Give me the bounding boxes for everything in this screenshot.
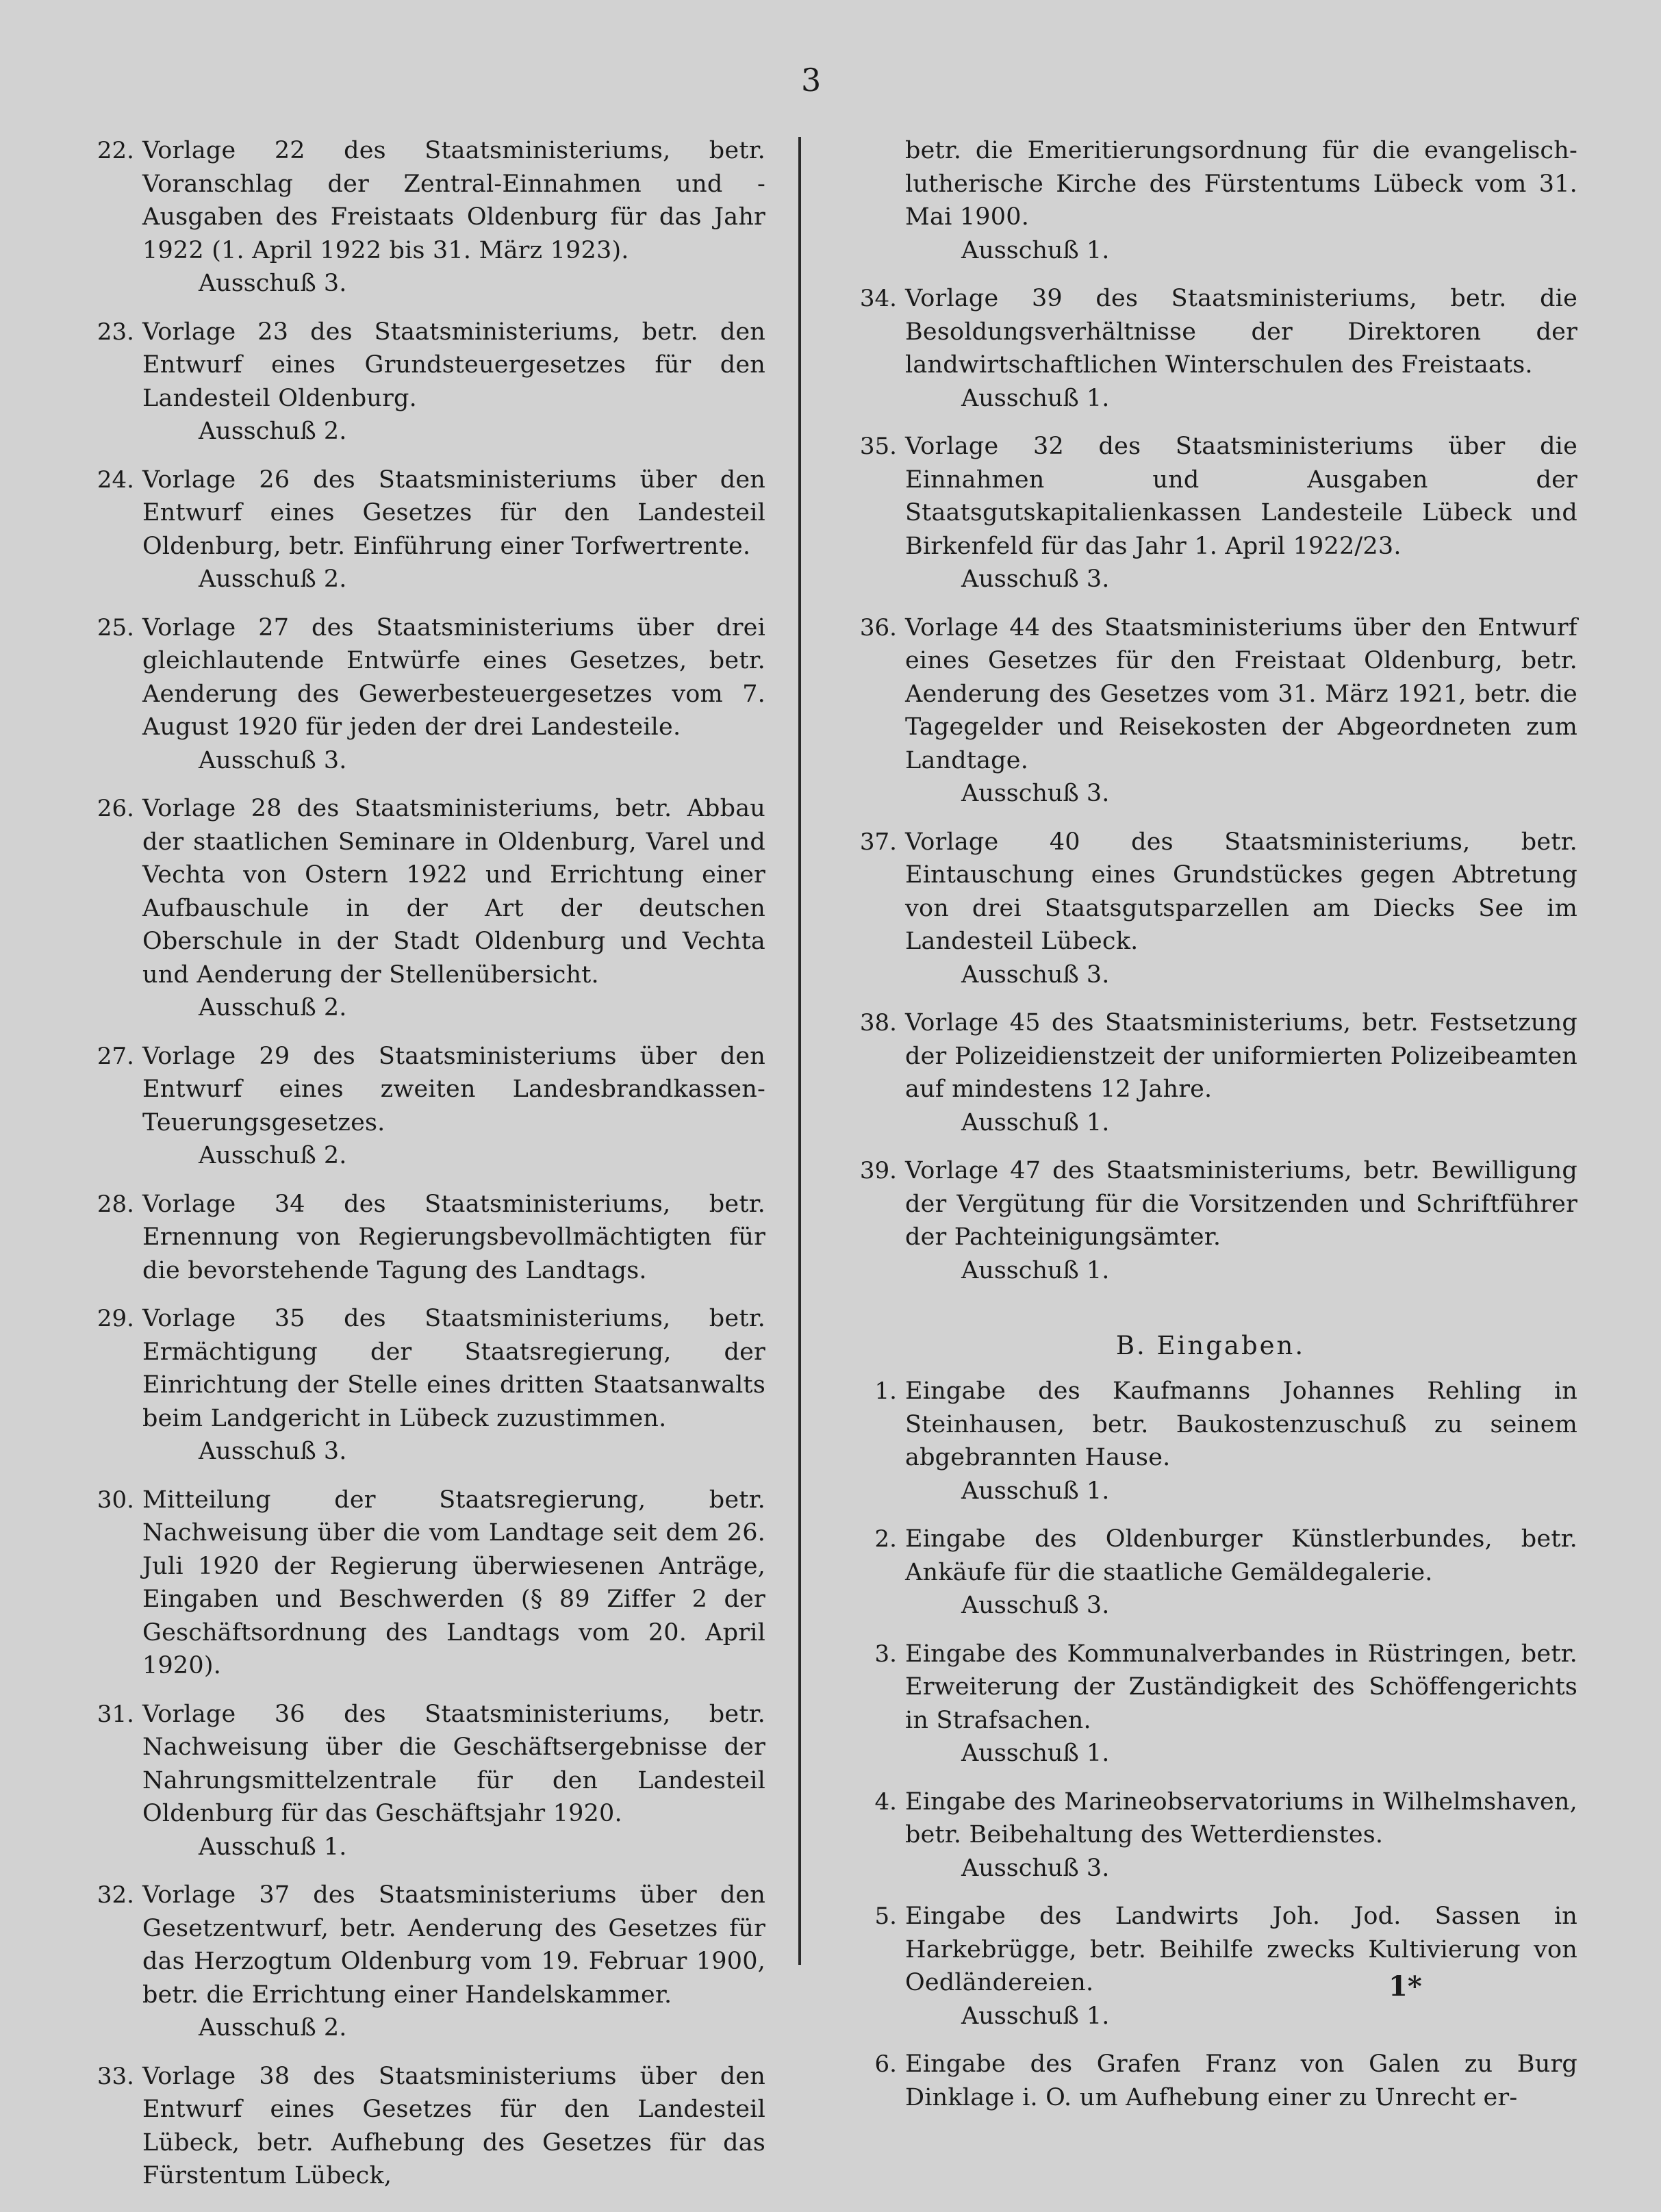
list-item (844, 2048, 1577, 2114)
list-item (81, 1040, 765, 1173)
list-item (844, 1900, 1577, 2033)
item-text: Eingabe des Kommunalverbandes in Rüstringen, betr. Erweiterung der Zuständigkeit des Schöffengerichts in Strafsachen. (905, 1640, 1577, 1734)
item-number: 39. (859, 1157, 897, 1184)
item-text: Vorlage 34 des Staatsministeriums, betr. Ernennung von Regierungsbevollmächtigten für die bevorstehende Tagung des Landtags. (142, 1190, 765, 1284)
item-committee: Ausschuß 3. (961, 1854, 1110, 1882)
item-number: 35. (859, 433, 897, 460)
item-text: Eingabe des Kaufmanns Johannes Rehling in Steinhausen, betr. Baukostenzuschuß zu seinem abgebrannten Hause. (905, 1377, 1577, 1471)
continuation-text-block (844, 134, 1577, 267)
item-text: Eingabe des Marineobservatoriums in Wilhelmshaven, betr. Beibehaltung des Wetterdienstes. (905, 1788, 1577, 1848)
list-item (844, 282, 1577, 415)
item-committee: Ausschuß 1. (961, 1477, 1110, 1505)
item-number: 25. (97, 613, 134, 641)
list-item (844, 1154, 1577, 1287)
item-committee: Ausschuß 2. (199, 2014, 347, 2042)
list-item (81, 1879, 765, 2045)
item-number: 36. (859, 613, 897, 641)
item-number: 4. (874, 1788, 897, 1816)
list-item (81, 316, 765, 448)
item-number: 24. (97, 466, 134, 494)
item-text: Vorlage 44 des Staatsministeriums über den Entwurf eines Gesetzes für den Freistaat Oldenburg, betr. Aenderung des Gesetzes vom 31. März 1921, betr. die Tagegelder und Reisekosten der Abgeordneten zum Landtage. (905, 613, 1577, 774)
item-number: 37. (859, 828, 897, 856)
list-item (81, 2060, 765, 2193)
item-text: Vorlage 22 des Staatsministeriums, betr. Voranschlag der Zentral-Einnahmen und -Ausgaben des Freistaats Oldenburg für das Jahr 1922 (1. April 1922 bis 31. März 1923). (142, 137, 765, 264)
item-text: Vorlage 37 des Staatsministeriums über den Gesetzentwurf, betr. Aenderung des Gesetzes für das Herzogtum Oldenburg vom 19. Februar 1900, betr. die Errichtung einer Handelskammer. (142, 1881, 765, 2009)
item-committee: Ausschuß 3. (961, 1592, 1110, 1619)
item-number: 27. (97, 1042, 134, 1070)
item-committee: Ausschuß 2. (199, 994, 347, 1021)
item-text: Vorlage 29 des Staatsministeriums über den Entwurf eines zweiten Landesbrandkassen-Teuerungsgesetzes. (142, 1042, 765, 1136)
item-committee: Ausschuß 2. (199, 1142, 347, 1169)
item-number: 23. (97, 318, 134, 346)
left-column (81, 134, 765, 2208)
list-item (844, 1523, 1577, 1623)
list-item (81, 792, 765, 1025)
list-item (844, 430, 1577, 596)
item-committee: Ausschuß 3. (961, 780, 1110, 807)
signature-mark: 1* (1389, 1970, 1422, 2003)
list-item (81, 1302, 765, 1469)
item-committee: Ausschuß 3. (961, 565, 1110, 593)
section-heading-eingaben: B. Eingaben. (1115, 1331, 1306, 1360)
item-committee: Ausschuß 1. (961, 1740, 1110, 1767)
item-number: 33. (97, 2062, 134, 2090)
item-text: Mitteilung der Staatsregierung, betr. Nachweisung über die vom Landtage seit dem 26. Juli 1920 der Regierung überwiesenen Anträge, Eingaben und Beschwerden (§ 89 Ziffer 2 der Geschäftsordnung des Landtags vom 20. April 1920). (142, 1486, 765, 1679)
column-divider (798, 137, 801, 1965)
item-text: Eingabe des Oldenburger Künstlerbundes, betr. Ankäufe für die staatliche Gemäldegalerie. (905, 1525, 1577, 1586)
item-text: Vorlage 23 des Staatsministeriums, betr. den Entwurf eines Grundsteuergesetzes für den Landesteil Oldenburg. (142, 318, 765, 412)
list-item (81, 134, 765, 301)
item-text: Vorlage 28 des Staatsministeriums, betr. Abbau der staatlichen Seminare in Oldenburg, Varel und Vechta von Ostern 1922 und Errichtung einer Aufbauschule in der Art der deutschen Oberschule in der Stadt Oldenburg und Vechta und Aenderung der Stellenübersicht. (142, 795, 765, 989)
item-text: Eingabe des Grafen Franz von Galen zu Burg Dinklage i. O. um Aufhebung einer zu Unrecht er- (905, 2050, 1577, 2111)
item-number: 31. (97, 1700, 134, 1728)
list-item (81, 463, 765, 596)
item-committee: Ausschuß 1. (961, 1256, 1110, 1284)
list-item (81, 1484, 765, 1683)
item-number: 32. (97, 1881, 134, 1909)
right-column (844, 134, 1577, 2129)
item-number: 6. (874, 2050, 897, 2078)
item-text: Vorlage 35 des Staatsministeriums, betr. Ermächtigung der Staatsregierung, der Einrichtung der Stelle eines dritten Staatsanwalts beim Landgericht in Lübeck zuzustimmen. (142, 1305, 765, 1432)
item-number: 30. (97, 1486, 134, 1514)
item-number: 22. (97, 137, 134, 164)
item-number: 1. (874, 1377, 897, 1405)
item-committee: Ausschuß 2. (199, 418, 347, 445)
item-number: 38. (859, 1009, 897, 1037)
item-number: 28. (97, 1190, 134, 1218)
list-item (844, 611, 1577, 811)
item-committee: Ausschuß 3. (199, 1438, 347, 1465)
item-committee: Ausschuß 3. (199, 746, 347, 774)
item-text: Vorlage 32 des Staatsministeriums über die Einnahmen und Ausgaben der Staatsgutskapitalienkassen Landesteile Lübeck und Birkenfeld für das Jahr 1. April 1922/23. (905, 433, 1577, 560)
list-item (844, 1006, 1577, 1139)
item-text: Vorlage 27 des Staatsministeriums über drei gleichlautende Entwürfe eines Gesetzes, betr. Aenderung des Gewerbesteuergesetzes vom 7. August 1920 für jeden der drei Landesteile. (142, 613, 765, 741)
page-number: 3 (801, 62, 822, 99)
list-item (844, 1785, 1577, 1885)
item-number: 2. (874, 1525, 897, 1553)
item-text: Vorlage 38 des Staatsministeriums über den Entwurf eines Gesetzes für den Landesteil Lübeck, betr. Aufhebung des Gesetzes für das Fürstentum Lübeck, (142, 2062, 765, 2189)
item-text: Vorlage 39 des Staatsministeriums, betr. die Besoldungsverhältnisse der Direktoren der landwirtschaftlichen Winterschulen des Freistaats. (905, 285, 1577, 379)
item-number: 3. (874, 1640, 897, 1668)
item-committee: Ausschuß 1. (961, 384, 1110, 412)
item-text: Eingabe des Landwirts Joh. Jod. Sassen in Harkebrügge, betr. Beihilfe zwecks Kultivierung von Oedländereien. (905, 1903, 1577, 1996)
item-text: Vorlage 36 des Staatsministeriums, betr. Nachweisung über die Geschäftsergebnisse der Nahrungsmittelzentrale für den Landesteil Oldenburg für das Geschäftsjahr 1920. (142, 1700, 765, 1827)
list-item (844, 1375, 1577, 1508)
continuation-committee: Ausschuß 1. (961, 236, 1110, 264)
list-item (81, 1698, 765, 1864)
item-committee: Ausschuß 1. (961, 1108, 1110, 1136)
list-item (81, 611, 765, 778)
item-number: 34. (859, 285, 897, 312)
petitions-list (844, 1375, 1577, 2114)
right-entries-list (844, 282, 1577, 1287)
item-committee: Ausschuß 3. (961, 961, 1110, 989)
item-committee: Ausschuß 3. (199, 270, 347, 297)
list-item (844, 826, 1577, 992)
item-text: Vorlage 47 des Staatsministeriums, betr. Bewilligung der Vergütung für die Vorsitzenden und Schriftführer der Pachteinigungsämter. (905, 1157, 1577, 1251)
item-number: 5. (874, 1903, 897, 1930)
item-number: 26. (97, 795, 134, 822)
continuation-text: betr. die Emeritierungsordnung für die evangelisch-lutherische Kirche des Fürstentums Lübeck vom 31. Mai 1900. (905, 137, 1577, 231)
list-item (844, 1638, 1577, 1770)
item-committee: Ausschuß 1. (961, 2002, 1110, 2030)
list-item (81, 1188, 765, 1288)
item-committee: Ausschuß 2. (199, 565, 347, 593)
item-number: 29. (97, 1305, 134, 1332)
item-text: Vorlage 45 des Staatsministeriums, betr. Festsetzung der Polizeidienstzeit der uniformierten Polizeibeamten auf mindestens 12 Jahre. (905, 1009, 1577, 1103)
item-committee: Ausschuß 1. (199, 1833, 347, 1861)
item-text: Vorlage 40 des Staatsministeriums, betr. Eintauschung eines Grundstückes gegen Abtretung von drei Staatsgutsparzellen am Diecks See im Landesteil Lübeck. (905, 828, 1577, 955)
item-text: Vorlage 26 des Staatsministeriums über den Entwurf eines Gesetzes für den Landesteil Oldenburg, betr. Einführung einer Torfwertrente. (142, 466, 765, 560)
